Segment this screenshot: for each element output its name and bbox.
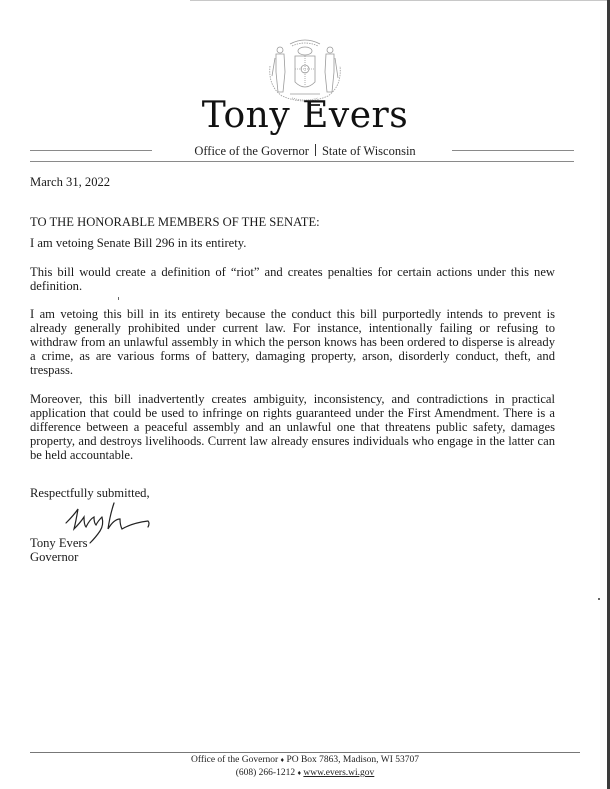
letter-paragraph-1: I am vetoing Senate Bill 296 in its entirety.: [30, 236, 247, 250]
scan-speck: [118, 297, 119, 300]
footer-line-2: [0, 767, 610, 780]
office-name: Office of the Governor: [194, 144, 309, 158]
footer-separator: ♦: [297, 769, 302, 777]
signer-name: Tony Evers: [30, 536, 88, 550]
footer-separator: ♦: [280, 756, 285, 764]
letter-closing: Respectfully submitted,: [30, 486, 150, 500]
letter-date: March 31, 2022: [30, 175, 111, 189]
state-name: State of Wisconsin: [321, 144, 416, 158]
signer-title: Governor: [30, 550, 79, 564]
footer: [0, 754, 610, 780]
footer-office: Office of the Governor: [190, 755, 279, 765]
footer-rule: [30, 752, 580, 753]
footer-phone: (608) 266-1212: [235, 768, 296, 778]
subtitle-divider: [315, 144, 316, 156]
footer-address: PO Box 7863, Madison, WI 53707: [286, 755, 420, 765]
letter-paragraph-2: This bill would create a definition of “riot” and creates penalties for certain actions under this new definition.: [30, 265, 555, 293]
letterhead-subtitle: [0, 143, 610, 159]
letter-paragraph-3: I am vetoing this bill in its entirety because the conduct this bill purportedly intends to prevent is already generally prohibited under current law. For instance, intentionally failing or refusing to withdraw from an unlawful assembly in which the person knows has been ordered to disperse is already a crime, as are various forms of battery, damaging property, arson, disorderly conduct, theft, and trespass.: [30, 307, 555, 377]
footer-line-1: [0, 754, 610, 767]
letter-paragraph-4: Moreover, this bill inadvertently creates ambiguity, inconsistency, and contradictions in practical application that could be used to infringe on rights guaranteed under the First Amendment. There is a difference between a peaceful assembly and an unlawful one that threatens public safety, damages property, and destroys livelihoods. Current law already ensures individuals who engage in the latter can be held accountable.: [30, 392, 555, 462]
letterhead-name: Tony Evers: [201, 95, 409, 136]
letterhead-rule-full: [30, 161, 574, 162]
scan-speck: [598, 598, 600, 600]
signer-block: [30, 536, 88, 564]
letter-salutation: TO THE HONORABLE MEMBERS OF THE SENATE:: [30, 215, 320, 229]
footer-website-link[interactable]: www.evers.wi.gov: [303, 768, 375, 778]
page-top-edge: [190, 0, 610, 1]
